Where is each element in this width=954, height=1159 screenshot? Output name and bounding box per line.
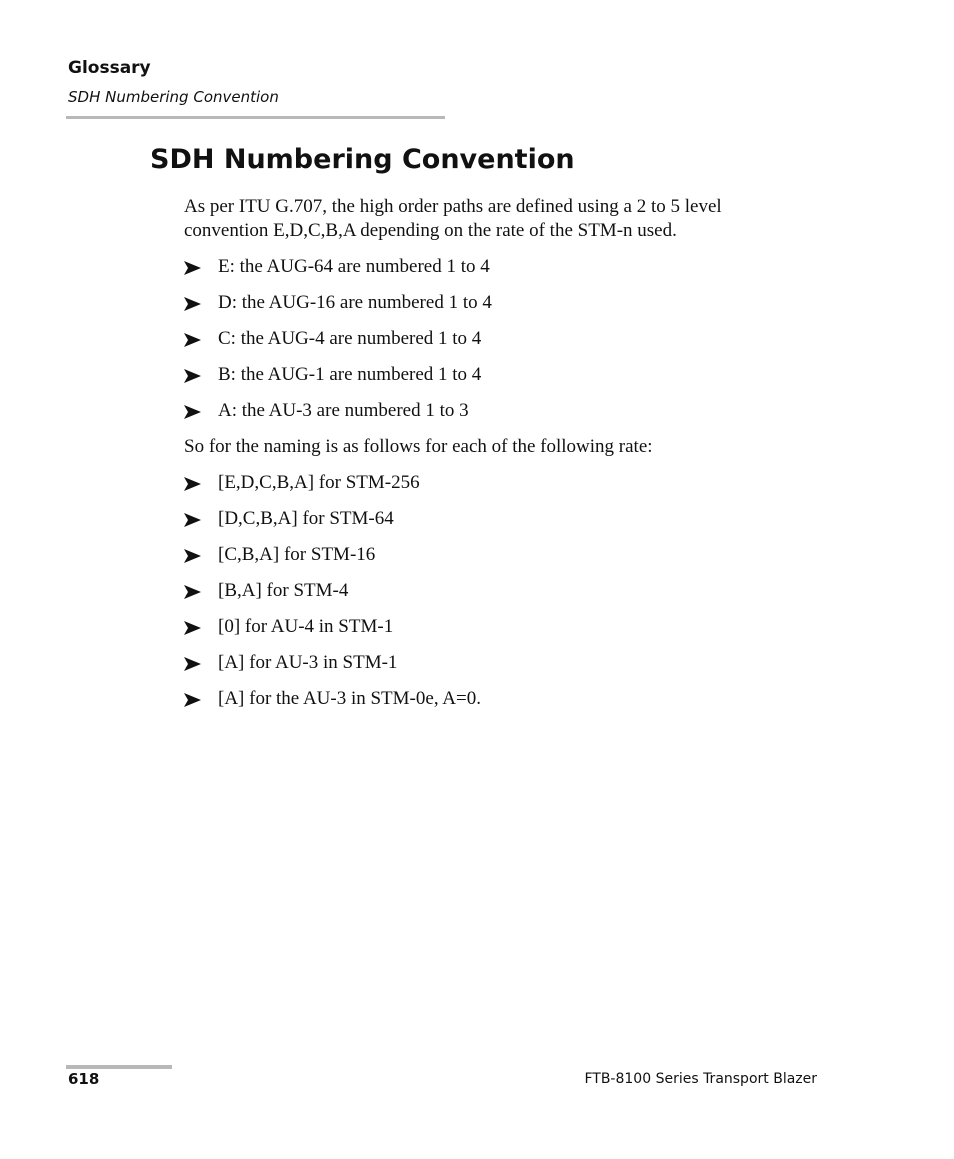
footer-divider [66,1065,172,1069]
intro-paragraph: As per ITU G.707, the high order paths are defined using a 2 to 5 level convention E,D,C,B,A depending on the rate of the STM-n used. [184,196,722,241]
list-item [184,615,804,639]
footer-product-name: FTB-8100 Series Transport Blazer [584,1071,817,1087]
level-list [184,255,804,423]
list-item [184,543,804,567]
list-item-text: [0] for AU-4 in STM-1 [218,616,394,637]
list-item [184,579,804,603]
list-item-text: [B,A] for STM-4 [218,580,349,601]
list-item-text: D: the AUG-16 are numbered 1 to 4 [218,292,492,313]
list-item-text: C: the AUG-4 are numbered 1 to 4 [218,328,482,349]
list-item [184,363,804,387]
arrowhead-bullet-icon [184,477,201,491]
list-item [184,399,804,423]
arrowhead-bullet-icon [184,261,201,275]
page-number: 618 [68,1070,100,1088]
list-item [184,507,804,531]
naming-list [184,471,804,711]
list-item [184,651,804,675]
running-header-subsection: SDH Numbering Convention [68,88,279,106]
list-item [184,471,804,495]
list-item [184,327,804,351]
arrowhead-bullet-icon [184,333,201,347]
arrowhead-bullet-icon [184,585,201,599]
list-item-text: [A] for AU-3 in STM-1 [218,652,398,673]
arrowhead-bullet-icon [184,549,201,563]
list-item-text: [E,D,C,B,A] for STM-256 [218,472,420,493]
list-item-text: E: the AUG-64 are numbered 1 to 4 [218,256,490,277]
running-header-section: Glossary [68,58,151,78]
arrowhead-bullet-icon [184,369,201,383]
list-item-text: [A] for the AU-3 in STM-0e, A=0. [218,688,481,709]
list-item [184,687,804,711]
arrowhead-bullet-icon [184,513,201,527]
naming-intro-paragraph: So for the naming is as follows for each of the following rate: [184,436,653,457]
list-item [184,255,804,279]
page-title: SDH Numbering Convention [150,144,575,175]
arrowhead-bullet-icon [184,657,201,671]
list-item-text: B: the AUG-1 are numbered 1 to 4 [218,364,482,385]
arrowhead-bullet-icon [184,621,201,635]
list-item-text: [C,B,A] for STM-16 [218,544,376,565]
arrowhead-bullet-icon [184,405,201,419]
header-divider [66,116,445,119]
list-item [184,291,804,315]
arrowhead-bullet-icon [184,693,201,707]
body-content [184,195,804,711]
list-item-text: [D,C,B,A] for STM-64 [218,508,394,529]
list-item-text: A: the AU-3 are numbered 1 to 3 [218,400,469,421]
arrowhead-bullet-icon [184,297,201,311]
